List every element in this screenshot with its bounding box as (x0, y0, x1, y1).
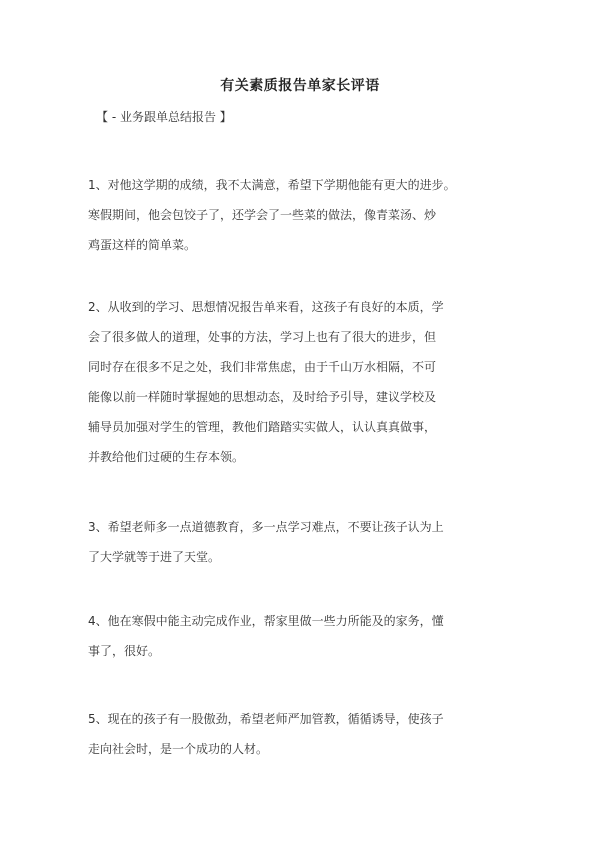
paragraph-line: 并教给他们过硬的生存本领。 (88, 450, 245, 464)
paragraph-line: 2、从收到的学习、思想情况报告单来看，这孩子有良好的本质，学 (88, 300, 444, 314)
paragraph-line: 同时存在很多不足之处，我们非常焦虑，由于千山万水相隔，不可 (88, 360, 437, 374)
paragraph-line: 了大学就等于进了天堂。 (88, 550, 221, 564)
paragraph-line: 3、希望老师多一点道德教育，多一点学习难点，不要让孩子认为上 (88, 520, 444, 534)
paragraph-line: 1、对他这学期的成绩，我不太满意，希望下学期他能有更大的进步。 (88, 178, 456, 192)
paragraph-line: 4、他在寒假中能主动完成作业，帮家里做一些力所能及的家务，懂 (88, 614, 444, 628)
paragraph-4 (88, 606, 528, 666)
paragraph-line: 走向社会时，是一个成功的人材。 (88, 742, 269, 756)
paragraph-line: 会了很多做人的道理，处事的方法，学习上也有了很大的进步，但 (88, 330, 437, 344)
paragraph-line: 鸡蛋这样的简单菜。 (88, 238, 197, 252)
paragraph-2 (88, 292, 528, 472)
document-title: 有关素质报告单家长评语 (220, 78, 380, 94)
paragraph-line: 辅导员加强对学生的管理，教他们踏踏实实做人，认认真真做事， (88, 420, 437, 434)
paragraph-5 (88, 704, 528, 764)
paragraph-3 (88, 512, 528, 572)
document-subtitle: 【 - 业务跟单总结报告 】 (96, 110, 232, 124)
paragraph-line: 5、现在的孩子有一股傲劲，希望老师严加管教，循循诱导，使孩子 (88, 712, 444, 726)
paragraph-line: 事了，很好。 (88, 644, 161, 658)
paragraph-line: 能像以前一样随时掌握她的思想动态，及时给予引导，建议学校及 (88, 390, 437, 404)
paragraph-1 (88, 170, 528, 260)
paragraph-line: 寒假期间，他会包饺子了，还学会了一些菜的做法，像青菜汤、炒 (88, 208, 437, 222)
